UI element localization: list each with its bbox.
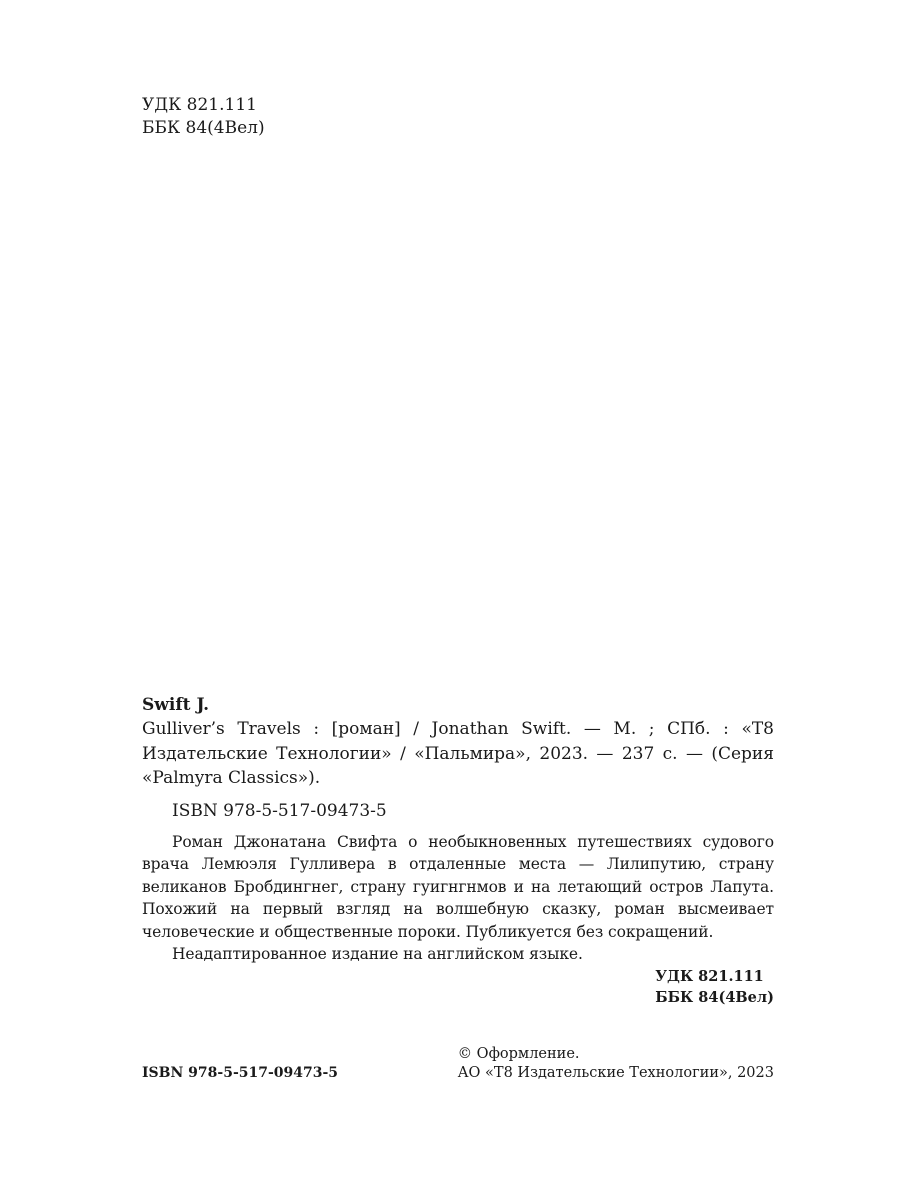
- annotation: [142, 831, 774, 966]
- isbn-bottom: ISBN 978-5-517-09473-5: [142, 1065, 339, 1081]
- copyright-line-design: © Оформление.: [457, 1046, 580, 1062]
- bibliographic-description: Gulliver’s Travels : [роман] / Jonathan Swift. — М. ; СПб. : «Т8 Издательские Технологии» / «Пальмира», 2023. — 237 с. — (Серия «Palmyra Classics»).: [142, 719, 774, 788]
- udk-code: УДК 821.111: [142, 95, 257, 115]
- classification-codes-right: [655, 966, 774, 1008]
- copyright-line-publisher: АО «Т8 Издательские Технологии», 2023: [457, 1065, 774, 1081]
- bibliographic-record: [142, 693, 774, 966]
- annotation-paragraph-summary: Роман Джонатана Свифта о необыкновенных путешествиях судового врача Лемюэля Гулливера в отдаленные места — Лилипутию, страну великанов Бробдингнег, страну гуигнгнмов и на летающий остров Лапута. Похожий на первый взгляд на волшебную сказку, роман высмеивает человеческие и общественные пороки. Публикуется без сокращений.: [142, 832, 774, 941]
- classification-codes-top: [142, 94, 265, 140]
- author-heading: Swift J.: [142, 695, 210, 715]
- copyright-notice: [458, 1045, 774, 1083]
- annotation-paragraph-edition-note: Неадаптированное издание на английском языке.: [172, 945, 583, 963]
- bbk-code: ББК 84(4Вел): [142, 118, 265, 138]
- udk-code-bold: УДК 821.111: [655, 968, 764, 985]
- bbk-code-bold: ББК 84(4Вел): [655, 989, 774, 1006]
- isbn-line: ISBN 978-5-517-09473-5: [172, 800, 387, 821]
